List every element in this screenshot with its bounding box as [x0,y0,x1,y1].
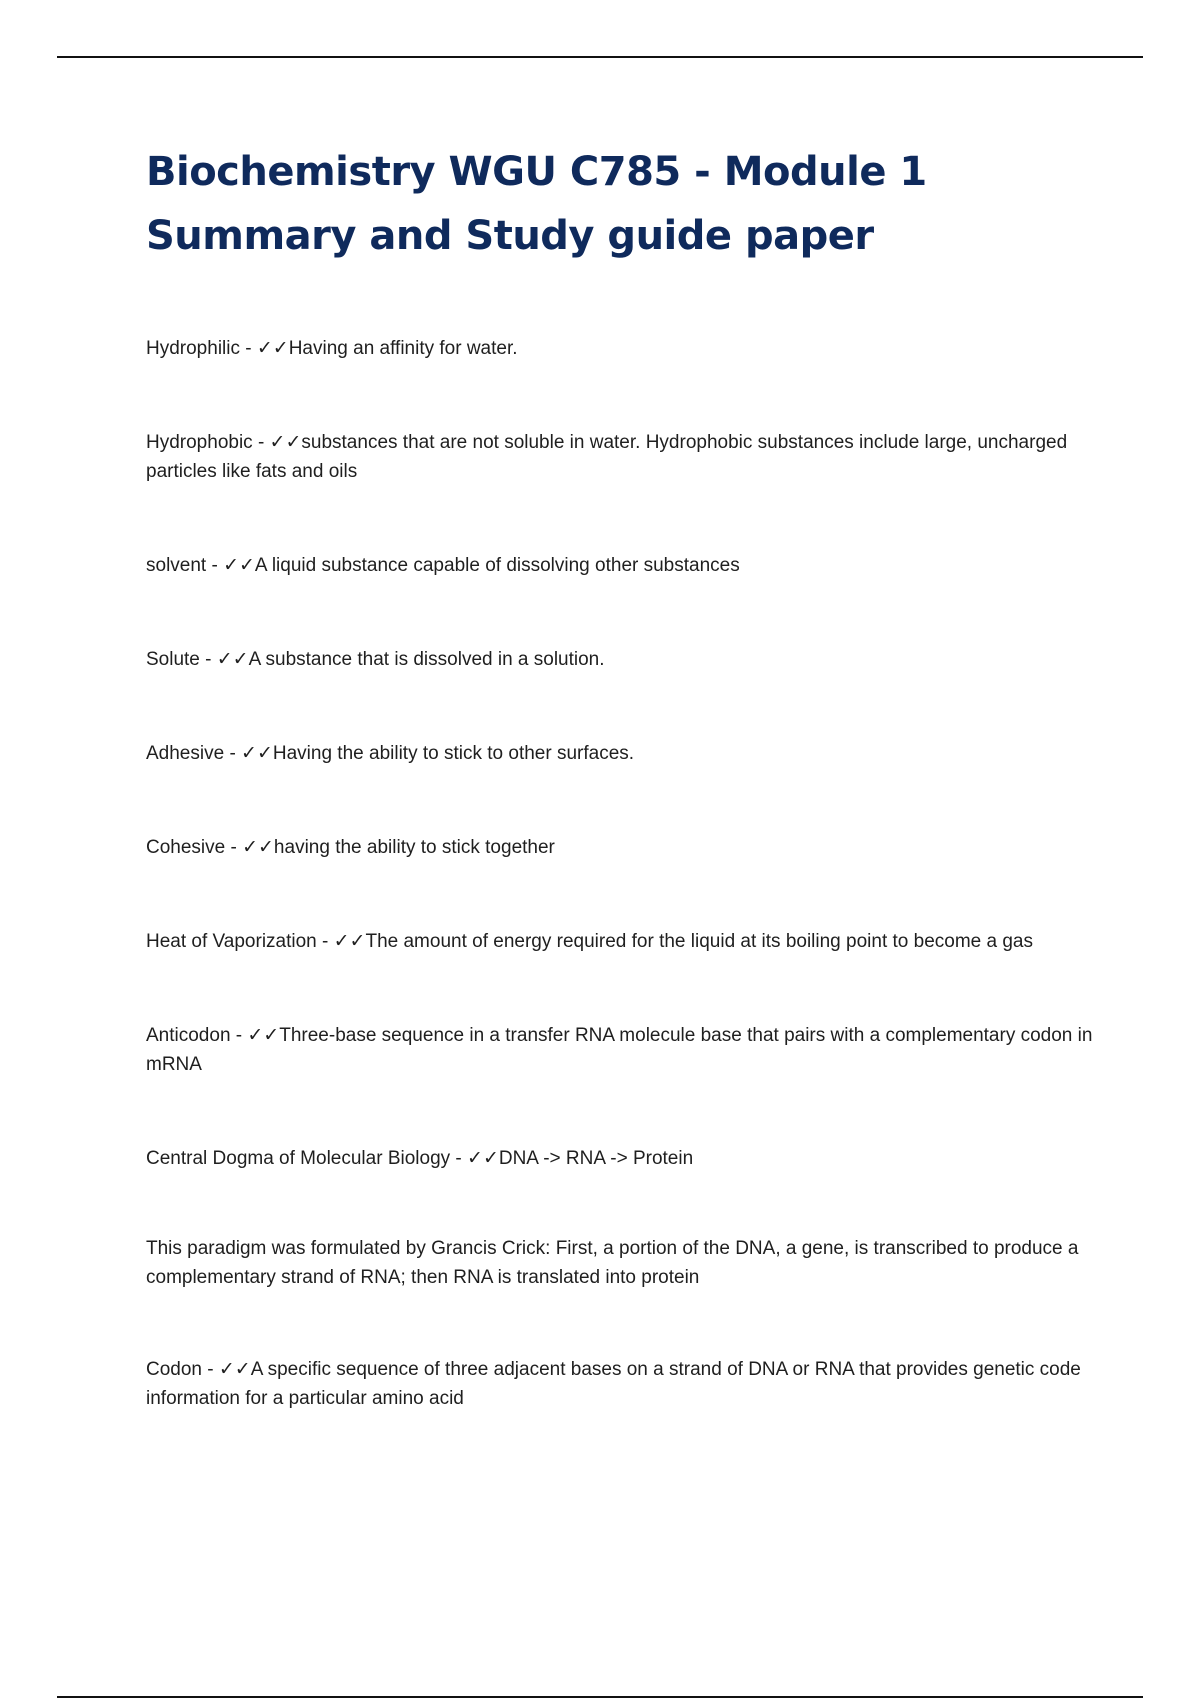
glossary-entry-adhesive: Adhesive - ✓✓Having the ability to stick to other surfaces. [146,743,635,764]
glossary-entry-anticodon: Anticodon - ✓✓Three-base sequence in a transfer RNA molecule base that pairs with a complementary codon in mRNA [146,1025,1093,1075]
glossary-list [146,334,1096,1413]
bottom-rule [57,1696,1143,1698]
glossary-entry-hydrophobic: Hydrophobic - ✓✓substances that are not soluble in water. Hydrophobic substances include large, uncharged particles like fats and oils [146,432,1068,482]
glossary-entry-codon: Codon - ✓✓A specific sequence of three adjacent bases on a strand of DNA or RNA that provides genetic code information for a particular amino acid [146,1359,1081,1409]
top-rule [57,56,1143,58]
document-title: Biochemistry WGU C785 - Module 1 Summary and Study guide paper [146,149,927,259]
glossary-entry-solute: Solute - ✓✓A substance that is dissolved in a solution. [146,649,605,670]
glossary-entry-central-dogma-note: This paradigm was formulated by Grancis Crick: First, a portion of the DNA, a gene, is transcribed to produce a complementary strand of RNA; then RNA is translated into protein [146,1238,1079,1288]
document-page [146,140,1096,1413]
glossary-entry-heat-of-vaporization: Heat of Vaporization - ✓✓The amount of energy required for the liquid at its boiling point to become a gas [146,931,1033,952]
glossary-entry-cohesive: Cohesive - ✓✓having the ability to stick together [146,837,555,858]
glossary-entry-central-dogma: Central Dogma of Molecular Biology - ✓✓DNA -> RNA -> Protein [146,1148,694,1169]
glossary-entry-hydrophilic: Hydrophilic - ✓✓Having an affinity for water. [146,338,518,359]
glossary-entry-solvent: solvent - ✓✓A liquid substance capable of dissolving other substances [146,555,740,576]
